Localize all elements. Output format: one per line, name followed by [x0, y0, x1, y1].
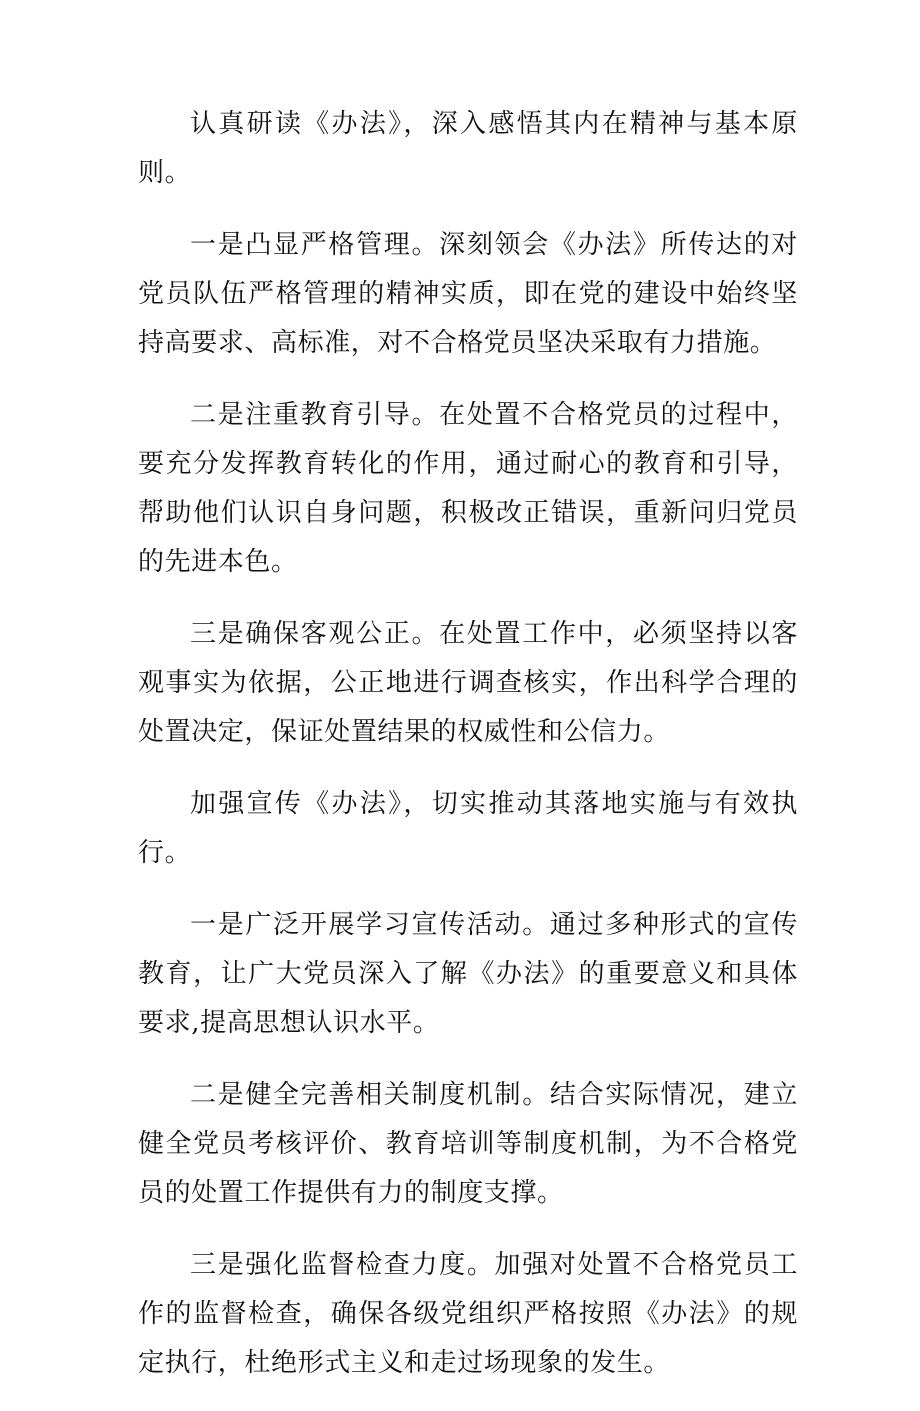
paragraph-system-mechanism: 二是健全完善相关制度机制。结合实际情况，建立健全党员考核评价、教育培训等制度机制，为不合格党员的处置工作提供有力的制度支撑。	[138, 1080, 798, 1208]
paragraph-education-guidance: 二是注重教育引导。在处置不合格党员的过程中，要充分发挥教育转化的作用，通过耐心的教育和引导，帮助他们认识自身问题，积极改正错误，重新问归党员的先进本色。	[138, 400, 798, 577]
paragraph-objective-fairness: 三是确保客观公正。在处置工作中，必须坚持以客观事实为依据，公正地进行调查核实，作出科学合理的处置决定，保证处置结果的权威性和公信力。	[138, 619, 798, 747]
document-body	[138, 100, 798, 1411]
paragraph-study-measures: 认真研读《办法》，深入感悟其内在精神与基本原则。	[138, 109, 798, 188]
paragraph-promote-measures: 加强宣传《办法》，切实推动其落地实施与有效执行。	[138, 789, 798, 868]
paragraph-supervision: 三是强化监督检查力度。加强对处置不合格党员工作的监督检查，确保各级党组织严格按照《办法》的规定执行，杜绝形式主义和走过场现象的发生。	[138, 1250, 798, 1378]
paragraph-study-campaign: 一是广泛开展学习宣传活动。通过多种形式的宣传教育，让广大党员深入了解《办法》的重要意义和具体要求,提高思想认识水平。	[138, 910, 798, 1038]
paragraph-strict-management: 一是凸显严格管理。深刻领会《办法》所传达的对党员队伍严格管理的精神实质，即在党的建设中始终坚持高要求、高标准，对不合格党员坚决采取有力措施。	[138, 230, 798, 358]
